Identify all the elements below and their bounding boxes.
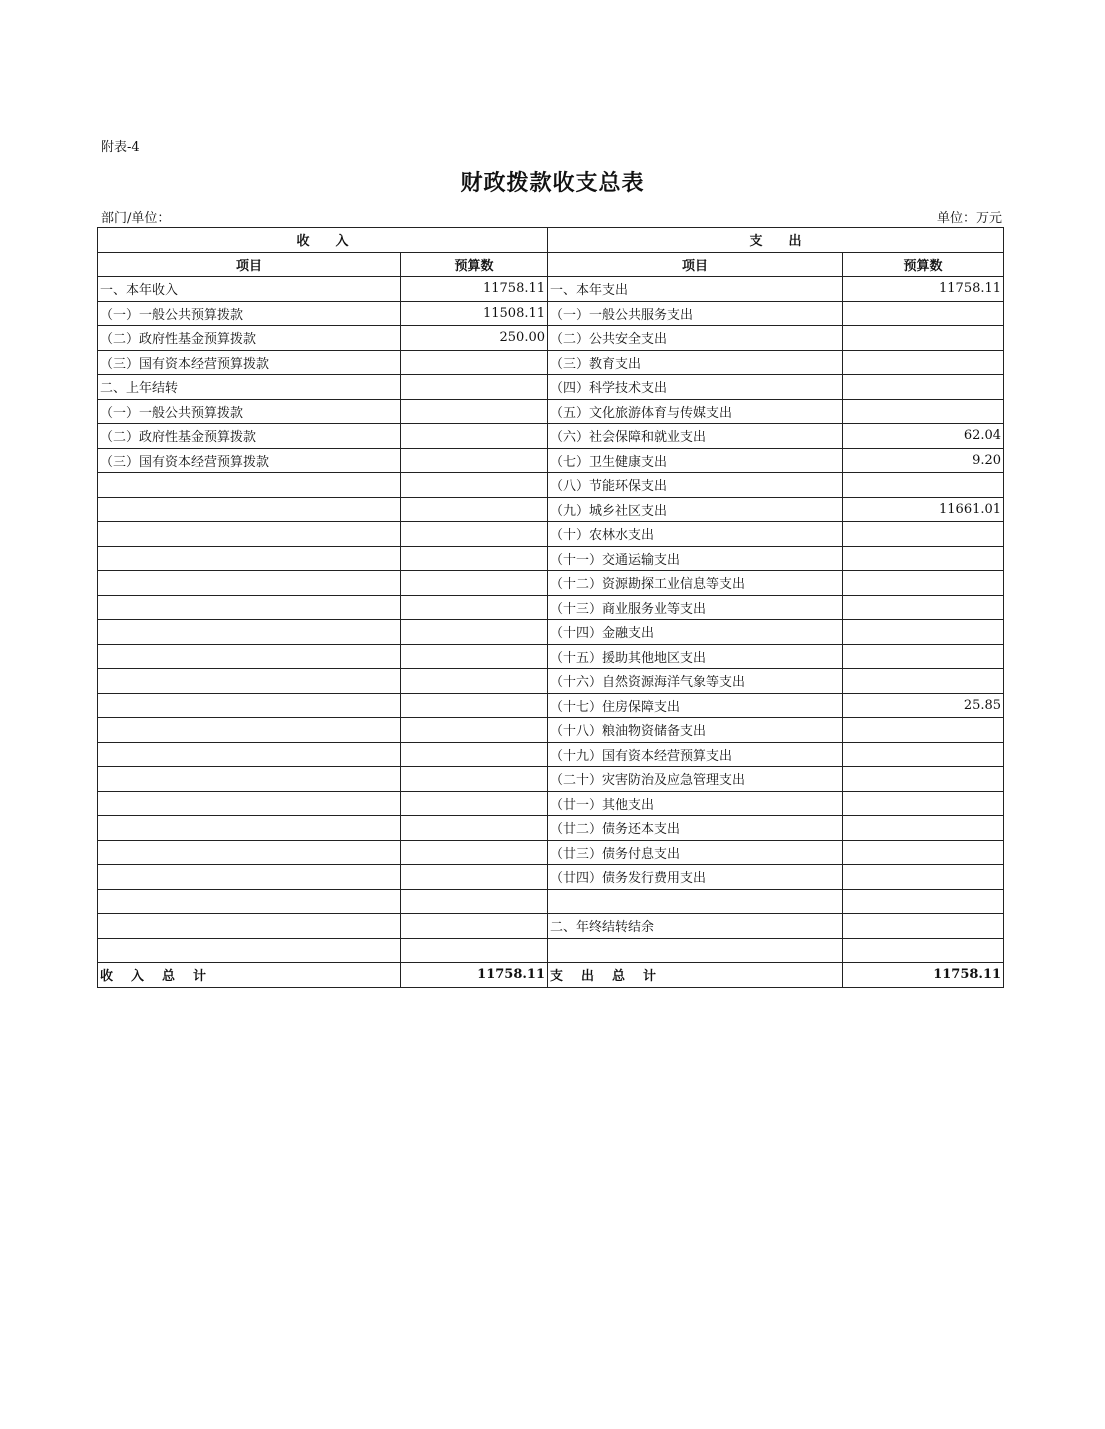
table-row: [98, 865, 1004, 890]
income-amount-cell: [401, 497, 548, 522]
income-item-cell: [98, 644, 401, 669]
income-amount-cell: [401, 742, 548, 767]
income-amount-cell: [401, 522, 548, 547]
income-amount-cell: [401, 767, 548, 792]
table-row: [98, 791, 1004, 816]
expense-amount-cell: [843, 473, 1004, 498]
expense-amount-cell: [843, 938, 1004, 963]
income-item-cell: [98, 816, 401, 841]
income-amount-cell: 250.00: [401, 326, 548, 351]
expense-item-cell: （二十）灾害防治及应急管理支出: [548, 767, 843, 792]
col-income-amount: 预算数: [401, 252, 548, 277]
expense-item-cell: （十八）粮油物资储备支出: [548, 718, 843, 743]
expense-header: 支 出: [548, 228, 1004, 253]
table-row: [98, 889, 1004, 914]
expense-item-cell: （十九）国有资本经营预算支出: [548, 742, 843, 767]
section-header-row: [98, 228, 1004, 253]
expense-item-cell: （三）教育支出: [548, 350, 843, 375]
table-row: [98, 399, 1004, 424]
page-title: 财政拨款收支总表: [460, 170, 645, 196]
table-row: [98, 767, 1004, 792]
table-row: [98, 301, 1004, 326]
income-amount-cell: 11758.11: [401, 277, 548, 302]
income-item-cell: （一）一般公共预算拨款: [98, 399, 401, 424]
income-amount-cell: [401, 375, 548, 400]
expense-item-cell: [548, 889, 843, 914]
income-amount-cell: [401, 546, 548, 571]
expense-item-cell: （七）卫生健康支出: [548, 448, 843, 473]
expense-item-cell: （十一）交通运输支出: [548, 546, 843, 571]
expense-item-cell: 二、年终结转结余: [548, 914, 843, 939]
expense-item-cell: （十五）援助其他地区支出: [548, 644, 843, 669]
expense-amount-cell: [843, 718, 1004, 743]
income-item-cell: [98, 571, 401, 596]
table-row: [98, 424, 1004, 449]
expense-total-label-text: 支出总计: [550, 969, 675, 985]
income-item-cell: [98, 767, 401, 792]
expense-amount-cell: [843, 914, 1004, 939]
income-item-cell: [98, 522, 401, 547]
expense-item-cell: （八）节能环保支出: [548, 473, 843, 498]
department-label: 部门/单位：: [101, 211, 171, 226]
income-item-cell: [98, 473, 401, 498]
expense-item-cell: （十六）自然资源海洋气象等支出: [548, 669, 843, 694]
expense-item-cell: （十七）住房保障支出: [548, 693, 843, 718]
income-item-cell: [98, 546, 401, 571]
income-item-cell: （三）国有资本经营预算拨款: [98, 448, 401, 473]
expense-item-cell: （四）科学技术支出: [548, 375, 843, 400]
income-amount-cell: [401, 865, 548, 890]
expense-amount-cell: [843, 816, 1004, 841]
income-item-cell: [98, 718, 401, 743]
income-item-cell: [98, 865, 401, 890]
table-row: [98, 840, 1004, 865]
income-amount-cell: [401, 448, 548, 473]
income-amount-cell: [401, 840, 548, 865]
table-row: [98, 571, 1004, 596]
expense-item-cell: （廿一）其他支出: [548, 791, 843, 816]
income-item-cell: [98, 938, 401, 963]
table-row: [98, 669, 1004, 694]
income-item-cell: （一）一般公共预算拨款: [98, 301, 401, 326]
expense-amount-cell: [843, 644, 1004, 669]
table-row: [98, 448, 1004, 473]
expense-amount-cell: [843, 889, 1004, 914]
expense-total-amount: 11758.11: [843, 963, 1004, 988]
income-item-cell: [98, 742, 401, 767]
expense-item-cell: （廿二）债务还本支出: [548, 816, 843, 841]
table-row: [98, 718, 1004, 743]
income-amount-cell: [401, 424, 548, 449]
expense-amount-cell: [843, 350, 1004, 375]
income-amount-cell: [401, 914, 548, 939]
income-item-cell: （二）政府性基金预算拨款: [98, 424, 401, 449]
table-row: [98, 742, 1004, 767]
table-row: [98, 497, 1004, 522]
table-row: [98, 914, 1004, 939]
expense-amount-cell: [843, 375, 1004, 400]
expense-item-cell: （十三）商业服务业等支出: [548, 595, 843, 620]
expense-item-cell: （十四）金融支出: [548, 620, 843, 645]
income-amount-cell: [401, 350, 548, 375]
expense-amount-cell: [843, 791, 1004, 816]
income-amount-cell: [401, 693, 548, 718]
expense-amount-cell: [843, 840, 1004, 865]
expense-item-cell: （九）城乡社区支出: [548, 497, 843, 522]
expense-amount-cell: [843, 620, 1004, 645]
expense-amount-cell: [843, 399, 1004, 424]
expense-amount-cell: [843, 326, 1004, 351]
income-item-cell: [98, 889, 401, 914]
income-item-cell: [98, 840, 401, 865]
col-income-item: 项目: [98, 252, 401, 277]
expense-item-cell: （六）社会保障和就业支出: [548, 424, 843, 449]
expense-item-cell: （廿四）债务发行费用支出: [548, 865, 843, 890]
expense-amount-cell: [843, 546, 1004, 571]
table-row: [98, 473, 1004, 498]
expense-amount-cell: 25.85: [843, 693, 1004, 718]
expense-item-cell: （一）一般公共服务支出: [548, 301, 843, 326]
table-row: [98, 595, 1004, 620]
expense-item-cell: （廿三）债务付息支出: [548, 840, 843, 865]
expense-amount-cell: 11758.11: [843, 277, 1004, 302]
expense-item-cell: （十）农林水支出: [548, 522, 843, 547]
table-row: [98, 938, 1004, 963]
expense-amount-cell: [843, 742, 1004, 767]
table-row: [98, 644, 1004, 669]
expense-amount-cell: [843, 595, 1004, 620]
income-amount-cell: [401, 938, 548, 963]
income-amount-cell: [401, 571, 548, 596]
income-amount-cell: [401, 595, 548, 620]
table-row: [98, 620, 1004, 645]
column-header-row: [98, 252, 1004, 277]
expense-amount-cell: [843, 301, 1004, 326]
income-item-cell: [98, 497, 401, 522]
income-total-label-text: 收入总计: [100, 969, 225, 985]
income-amount-cell: [401, 399, 548, 424]
expense-amount-cell: [843, 522, 1004, 547]
income-total-amount: 11758.11: [401, 963, 548, 988]
income-item-cell: [98, 620, 401, 645]
income-amount-cell: [401, 669, 548, 694]
expense-amount-cell: 9.20: [843, 448, 1004, 473]
table-row: [98, 350, 1004, 375]
expense-amount-cell: [843, 767, 1004, 792]
budget-table: [97, 227, 1004, 988]
expense-item-cell: （五）文化旅游体育与传媒支出: [548, 399, 843, 424]
expense-item-cell: [548, 938, 843, 963]
expense-amount-cell: [843, 669, 1004, 694]
income-amount-cell: [401, 644, 548, 669]
income-amount-cell: [401, 816, 548, 841]
table-row: [98, 546, 1004, 571]
table-row: [98, 693, 1004, 718]
income-amount-cell: [401, 620, 548, 645]
expense-amount-cell: 11661.01: [843, 497, 1004, 522]
expense-total-label: [548, 963, 843, 988]
table-row: [98, 326, 1004, 351]
income-amount-cell: 11508.11: [401, 301, 548, 326]
col-expense-item: 项目: [548, 252, 843, 277]
income-item-cell: [98, 595, 401, 620]
income-amount-cell: [401, 473, 548, 498]
expense-item-cell: （二）公共安全支出: [548, 326, 843, 351]
expense-amount-cell: 62.04: [843, 424, 1004, 449]
table-row: [98, 375, 1004, 400]
expense-item-cell: （十二）资源勘探工业信息等支出: [548, 571, 843, 596]
expense-item-cell: 一、本年支出: [548, 277, 843, 302]
expense-amount-cell: [843, 865, 1004, 890]
income-amount-cell: [401, 889, 548, 914]
income-item-cell: 一、本年收入: [98, 277, 401, 302]
income-header: 收 入: [98, 228, 548, 253]
income-amount-cell: [401, 718, 548, 743]
table-row: [98, 522, 1004, 547]
income-item-cell: 二、上年结转: [98, 375, 401, 400]
income-item-cell: （二）政府性基金预算拨款: [98, 326, 401, 351]
table-row: [98, 277, 1004, 302]
income-total-label: [98, 963, 401, 988]
expense-amount-cell: [843, 571, 1004, 596]
income-item-cell: （三）国有资本经营预算拨款: [98, 350, 401, 375]
income-item-cell: [98, 914, 401, 939]
table-row: [98, 816, 1004, 841]
income-item-cell: [98, 791, 401, 816]
attachment-label: 附表-4: [101, 140, 140, 155]
total-row: [98, 963, 1004, 988]
income-amount-cell: [401, 791, 548, 816]
income-item-cell: [98, 669, 401, 694]
income-item-cell: [98, 693, 401, 718]
col-expense-amount: 预算数: [843, 252, 1004, 277]
unit-label: 单位：万元: [936, 211, 1002, 226]
